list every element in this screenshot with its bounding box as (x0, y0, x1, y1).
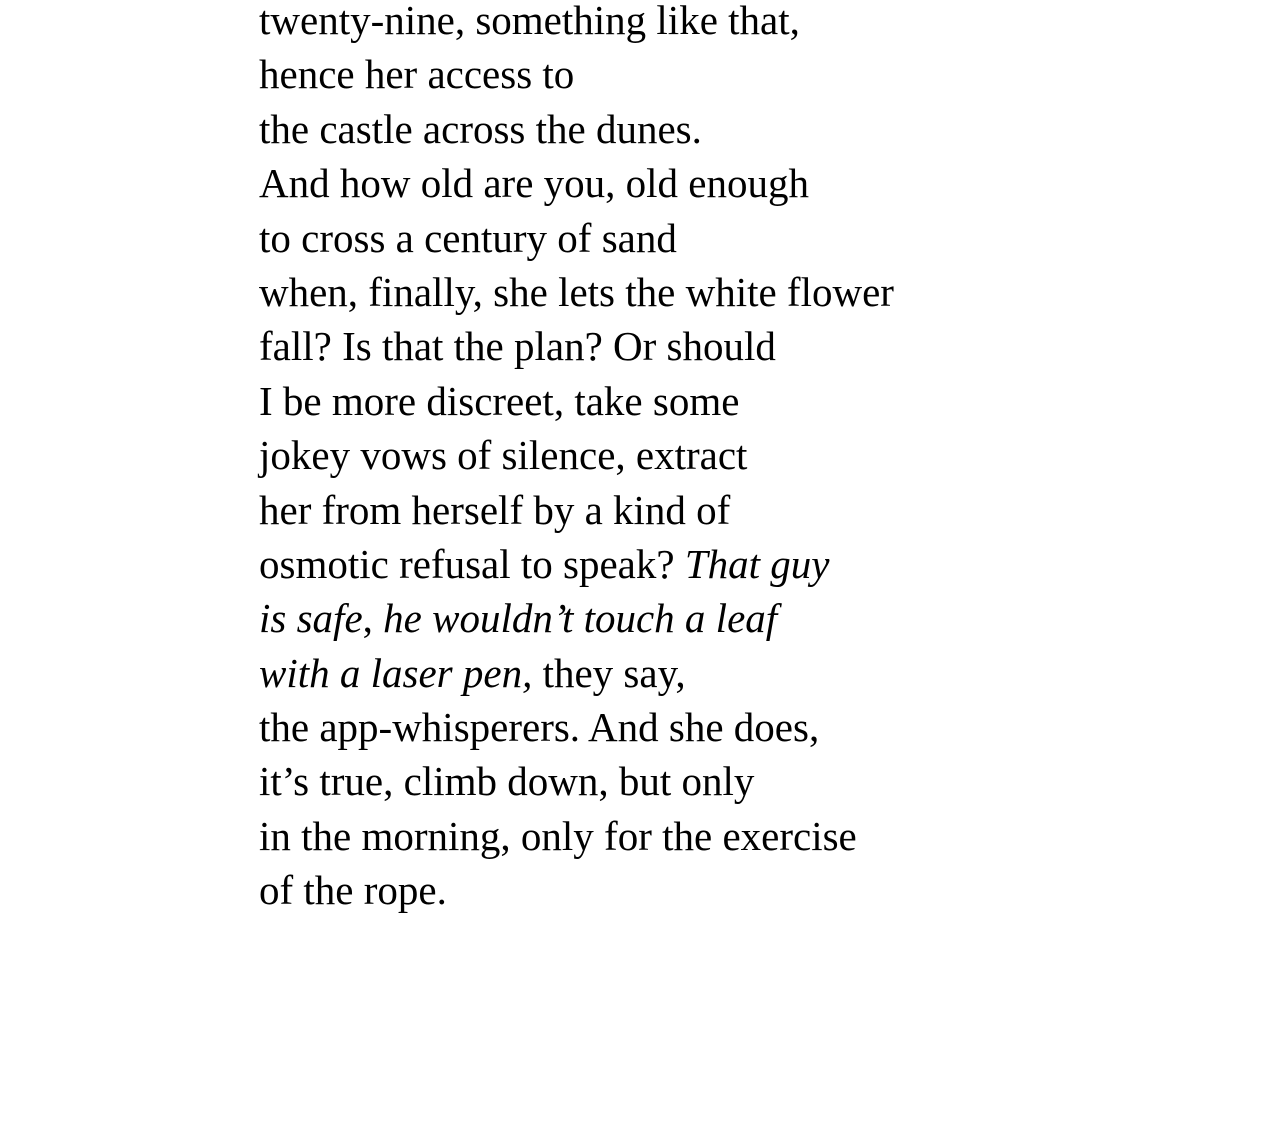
poem-line (259, 483, 1159, 537)
poem-line-text: her from herself by a kind of (259, 486, 731, 533)
poem-text-block (259, 0, 1159, 918)
poem-line-text: jokey vows of silence, extract (259, 432, 748, 479)
poem-line (259, 156, 1159, 210)
poem-line-text: twenty-nine, something like that, (259, 0, 800, 43)
poem-line (259, 265, 1159, 319)
poem-line (259, 700, 1159, 754)
poem-line (259, 428, 1159, 482)
poem-line-text: when, finally, she lets the white flower (259, 268, 894, 315)
poem-line (259, 591, 1159, 645)
poem-line (259, 319, 1159, 373)
poem-line-text: fall? Is that the plan? Or should (259, 323, 776, 370)
poem-line (259, 0, 1159, 47)
poem-line (259, 809, 1159, 863)
poem-line (259, 537, 1159, 591)
poem-line-text: hence her access to (259, 51, 575, 98)
poem-line-italic-text: That guy (684, 540, 830, 587)
poem-line-text: , (362, 595, 384, 642)
poem-line (259, 754, 1159, 808)
poem-line (259, 211, 1159, 265)
poem-line (259, 102, 1159, 156)
poem-line-italic-text: is safe (259, 595, 363, 642)
poem-line-text: osmotic refusal to speak? (259, 540, 685, 587)
poem-line-text: I be more discreet, take some (259, 377, 740, 424)
poem-line-text: in the morning, only for the exercise (259, 812, 857, 859)
poem-line-text: the castle across the dunes. (259, 105, 702, 152)
poem-line-italic-text: he wouldn’t touch a leaf (383, 595, 778, 642)
poem-line-text: to cross a century of sand (259, 214, 677, 261)
poem-line-text: the app-whisperers. And she does, (259, 704, 820, 751)
poem-line-text: it’s true, climb down, but only (259, 758, 755, 805)
poem-line (259, 863, 1159, 917)
poem-line (259, 374, 1159, 428)
poem-line-text: they say, (532, 649, 686, 696)
poem-line (259, 646, 1159, 700)
poem-line (259, 47, 1159, 101)
poem-line-text: And how old are you, old enough (259, 160, 809, 207)
poem-line-italic-text: with a laser pen, (259, 649, 533, 696)
poem-line-text: of the rope. (259, 867, 447, 914)
